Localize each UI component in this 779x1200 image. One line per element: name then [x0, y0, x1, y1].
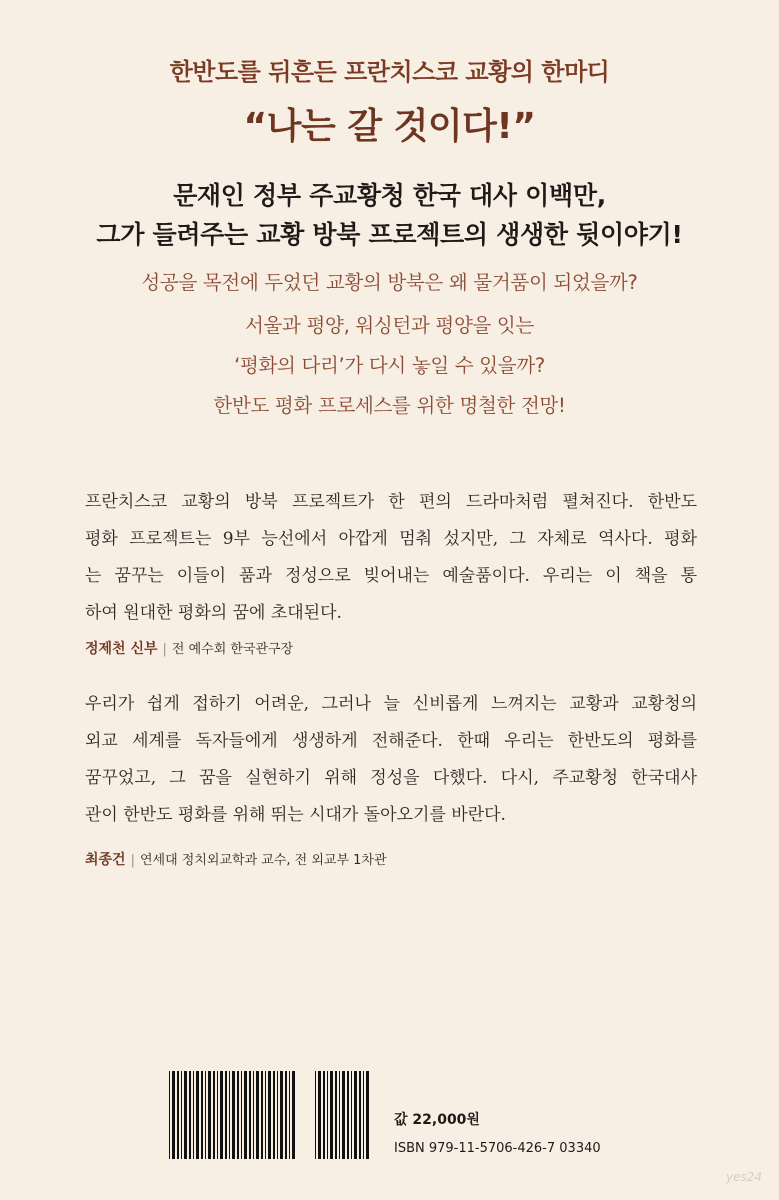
barcode-bar	[217, 1071, 218, 1159]
review-1-line: 평화 프로젝트는 9부 능선에서 아깝게 멈춰 섰지만, 그 자체로 역사다. 평화	[85, 529, 697, 549]
review-2-line: 외교 세계를 독자들에게 생생하게 전해준다. 한때 우리는 한반도의 평화를	[85, 731, 697, 751]
barcode-bar	[315, 1071, 316, 1159]
review-1-line: 는 꿈꾸는 이들이 품과 정성으로 빚어내는 예술품이다. 우리는 이 책을 통	[85, 566, 697, 586]
barcode-bar	[169, 1071, 170, 1159]
barcode-bar	[354, 1071, 357, 1159]
price-label: 값 22,000원	[394, 1112, 480, 1128]
review-1-line: 하여 원대한 평화의 꿈에 초대된다.	[85, 603, 342, 623]
review-1-author-title: 전 예수회 한국관구장	[171, 642, 294, 657]
barcode-bar	[261, 1071, 263, 1159]
barcode-bar	[339, 1071, 340, 1159]
review-2	[85, 686, 697, 834]
barcode-bar	[280, 1071, 283, 1159]
barcode-bar	[177, 1071, 179, 1159]
barcode-bar	[205, 1071, 206, 1159]
review-1-line: 프란치스코 교황의 방북 프로젝트가 한 편의 드라마처럼 펼쳐진다. 한반도	[85, 492, 697, 512]
tagline-4: 한반도 평화 프로세스를 위한 명철한 전망!	[213, 394, 566, 417]
barcode-graphic	[169, 1071, 369, 1159]
barcode-bar	[342, 1071, 345, 1159]
review-2-line: 꿈꾸었고, 그 꿈을 실현하기 위해 정성을 다했다. 다시, 주교황청 한국대사	[85, 768, 697, 788]
barcode-bar	[181, 1071, 182, 1159]
barcode-bar	[347, 1071, 349, 1159]
barcode-bar	[335, 1071, 337, 1159]
barcode-bar	[323, 1071, 325, 1159]
barcode-bar	[229, 1071, 230, 1159]
barcode-bar	[249, 1071, 251, 1159]
barcode-bar	[208, 1071, 211, 1159]
isbn-barcode	[169, 1071, 369, 1159]
review-1	[85, 484, 697, 632]
review-2-author-title: 연세대 정치외교학과 교수, 전 외교부 1차관	[139, 853, 387, 868]
isbn-label: ISBN 979-11-5706-426-7 03340	[394, 1141, 601, 1156]
barcode-bar	[277, 1071, 278, 1159]
barcode-bar	[220, 1071, 223, 1159]
barcode-bar	[351, 1071, 352, 1159]
separator: |	[130, 853, 135, 868]
tagline-3: ‘평화의 다리’가 다시 놓일 수 있을까?	[234, 354, 545, 377]
barcode-bar	[253, 1071, 254, 1159]
tagline-2: 서울과 평양, 워싱턴과 평양을 잇는	[244, 314, 534, 337]
headline-quote: “나는 갈 것이다!”	[243, 106, 536, 147]
review-2-line: 우리가 쉽게 접하기 어려운, 그러나 늘 신비롭게 느껴지는 교황과 교황청의	[85, 694, 697, 714]
book-back-cover: 한반도를 뒤흔든 프란치스코 교황의 한마디 “나는 갈 것이다!” 문재인 정부 주교황청 한국 대사 이백만, 그가 들려주는 교황 방북 프로젝트의 생생한 뒷이야기! 성공을 목전에 두었던 교황의 방북은 왜 물거품이 되었을까? 서울과 평양, 워싱턴과 평양을 잇는 ‘평화의 다리’가 다시 놓일 수 있을까? 한반도 평화 프로세스를 위한 명철한 전망! 프란치스코 교황의 방북 프로젝트가 한 편의 드라마처럼 펼쳐진다. 한반도 평화 프로젝트는 9부 능선에서 아깝게 멈춰 섰지만, 그 자체로 역사다. 평화 는 꿈꾸는 이들이 품과 정성으로 빚어내는 예술품이다. 우리는 이 책을 통 하여 원대한 평화의 꿈에 초대된다. 정제천 신부 | 전 예수회 한국관구장 우리가 쉽게 접하기 어려운, 그러나 늘 신비롭게 느껴지는 교황과 교황청의 외교 세계를 독자들에게 생생하게 전해준다. 한때 우리는 한반도의 평화를 꿈꾸었고, 그 꿈을 실현하기 위해 정성을 다했다. 다시, 주교황청 한국대사 관이 한반도 평화를 위해 뛰는 시대가 돌아오기를 바란다. 최종건 | 연세대 정치외교학과 교수, 전 외교부 1차관 값 22,000원 ISBN 979-11-5706-426-7 03340 yes24	[0, 0, 779, 1200]
barcode-bar	[330, 1071, 333, 1159]
barcode-bar	[289, 1071, 290, 1159]
barcode-bar	[201, 1071, 203, 1159]
barcode-bar	[359, 1071, 361, 1159]
barcode-bar	[184, 1071, 187, 1159]
barcode-bar	[213, 1071, 215, 1159]
barcode-bar	[327, 1071, 328, 1159]
review-2-line: 관이 한반도 평화를 위해 뛰는 시대가 돌아오기를 바란다.	[85, 805, 506, 825]
review-2-author: 최종건	[85, 852, 126, 868]
headline-line-1: 한반도를 뒤흔든 프란치스코 교황의 한마디	[169, 58, 610, 86]
barcode-bar	[268, 1071, 271, 1159]
barcode-bar	[318, 1071, 321, 1159]
review-1-author: 정제천 신부	[85, 641, 158, 657]
tagline-1: 성공을 목전에 두었던 교황의 방북은 왜 물거품이 되었을까?	[141, 271, 638, 294]
subheadline-line-1: 문재인 정부 주교황청 한국 대사 이백만,	[173, 181, 606, 210]
separator: |	[162, 642, 167, 657]
barcode-bar	[189, 1071, 191, 1159]
barcode-bar	[196, 1071, 199, 1159]
barcode-bar	[237, 1071, 239, 1159]
barcode-bar	[172, 1071, 175, 1159]
barcode-bar	[244, 1071, 247, 1159]
barcode-bar	[241, 1071, 242, 1159]
barcode-bar	[366, 1071, 369, 1159]
barcode-bar	[225, 1071, 227, 1159]
subheadline-line-2: 그가 들려주는 교황 방북 프로젝트의 생생한 뒷이야기!	[96, 220, 683, 249]
review-2-attribution	[85, 849, 387, 869]
barcode-bar	[292, 1071, 295, 1159]
barcode-bar	[363, 1071, 364, 1159]
barcode-bar	[193, 1071, 194, 1159]
barcode-bar	[232, 1071, 235, 1159]
barcode-bar	[273, 1071, 275, 1159]
barcode-bar	[285, 1071, 287, 1159]
review-1-attribution	[85, 638, 293, 658]
barcode-bar	[256, 1071, 259, 1159]
barcode-bar	[265, 1071, 266, 1159]
